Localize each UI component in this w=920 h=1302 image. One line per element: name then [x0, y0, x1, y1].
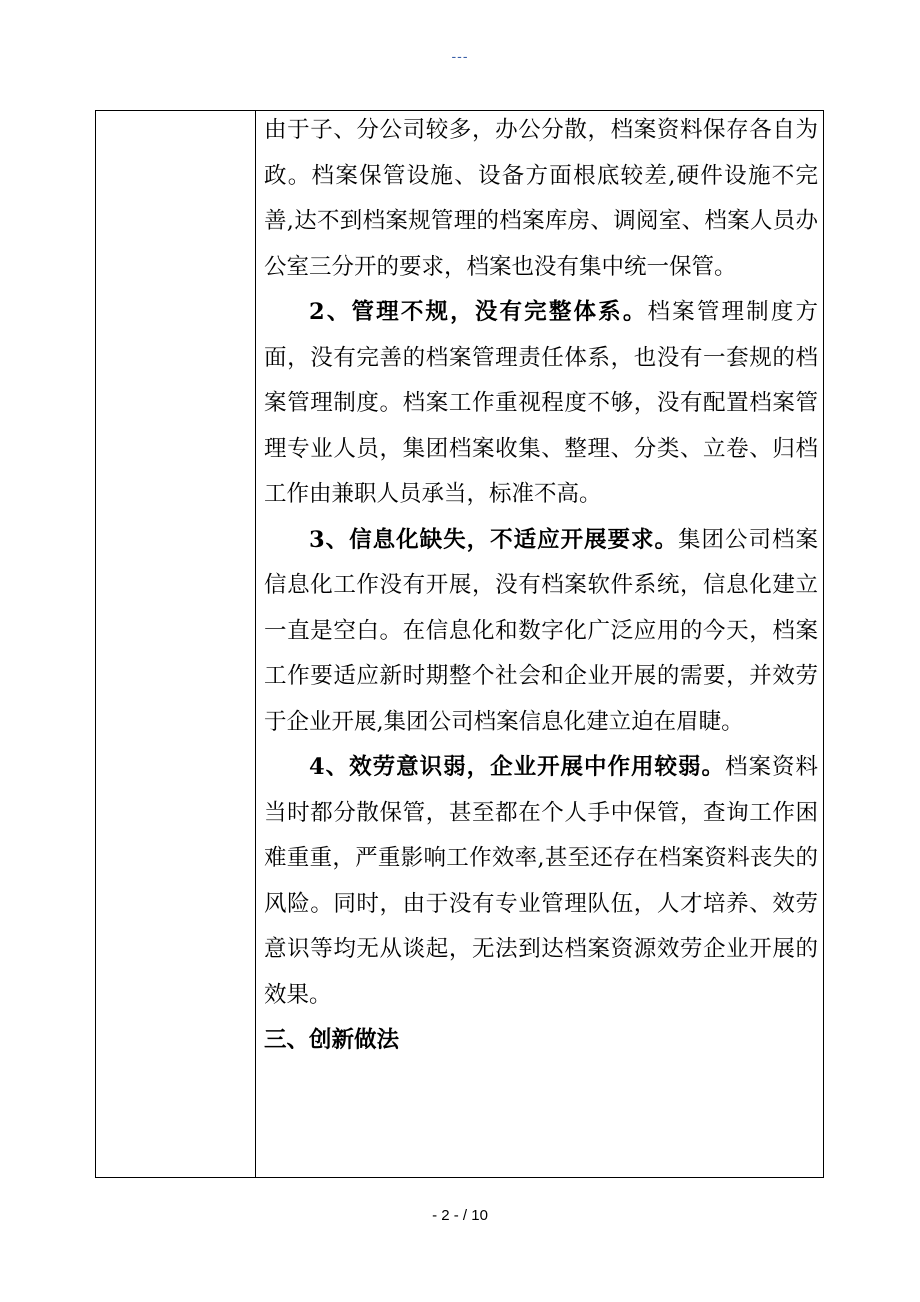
paragraph-2	[264, 290, 818, 518]
paragraph-3-lead: 3、信息化缺失，不适应开展要求。	[309, 526, 679, 553]
header-mark: ---	[451, 48, 469, 64]
paragraph-3	[264, 518, 818, 746]
paragraph-2-text: 档案管理制度方面，没有完善的档案管理责任体系，也没有一套规的档案管理制度。档案工作重视程度不够，没有配置档案管理专业人员，集团档案收集、整理、分类、立卷、归档工作由兼职人员承当，标准不高。	[264, 299, 818, 507]
paragraph-1-text: 由于子、分公司较多，办公分散，档案资料保存各自为政。档案保管设施、设备方面根底较差,硬件设施不完善,达不到档案规管理的档案库房、调阅室、档案人员办公室三分开的要求，档案也没有集中统一保管。	[264, 117, 818, 280]
section-heading: 三、创新做法	[264, 1027, 400, 1053]
paragraph-2-lead: 2、管理不规，没有完整体系。	[309, 299, 648, 325]
paragraph-4-text: 档案资料当时都分散保管，甚至都在个人手中保管，查询工作困难重重，严重影响工作效率,甚至还存在档案资料丧失的风险。同时，由于没有专业管理队伍，人才培养、效劳意识等均无从谈起，无法到达档案资源效劳企业开展的效果。	[264, 754, 818, 1008]
paragraph-4	[264, 745, 818, 1018]
page-number: - 2 - / 10	[432, 1207, 488, 1224]
table-content-cell	[264, 108, 818, 1064]
paragraph-3-text: 集团公司档案信息化工作没有开展，没有档案软件系统，信息化建立一直是空白。在信息化和数字化广泛应用的今天，档案工作要适应新时期整个社会和企业开展的需要，并效劳于企业开展,集团公司档案信息化建立迫在眉睫。	[264, 526, 818, 735]
paragraph-4-lead: 4、效劳意识弱，企业开展中作用较弱。	[309, 754, 725, 780]
paragraph-1	[264, 108, 818, 290]
column-divider	[255, 111, 256, 1177]
